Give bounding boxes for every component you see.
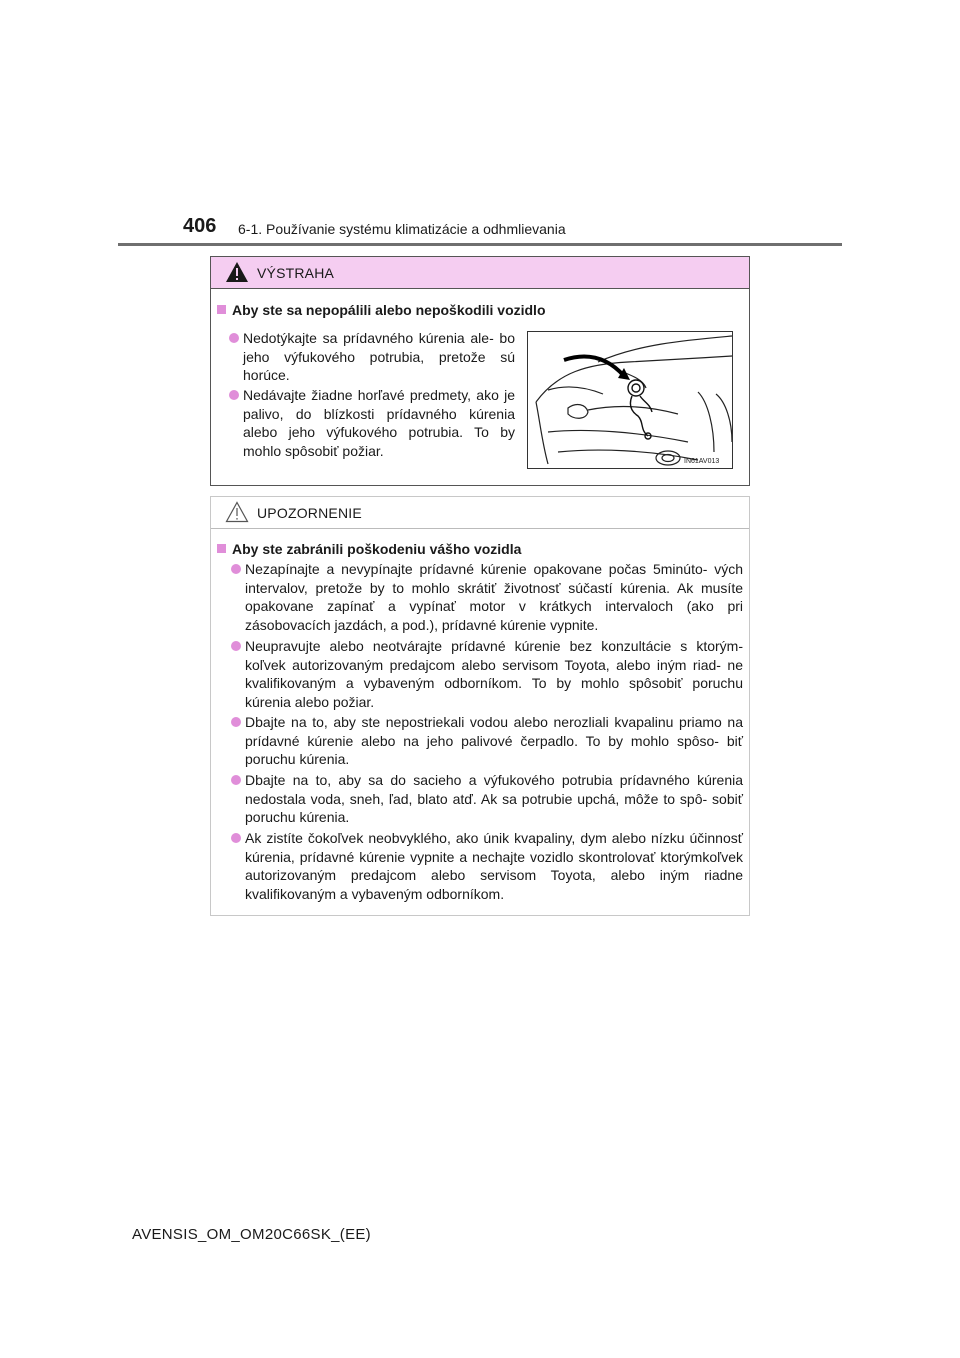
heater-exhaust-illustration — [527, 331, 733, 469]
caution-bullet: Ak zistíte čokoľvek neobvyklého, ako únik kvapaliny, dym alebo nízku účinnosť kúrenia, prídavné kúrenie vypnite a nechajte vozidlo skontrolovať ktorýmkoľvek autorizovaným predajcom alebo servisom Toyota, alebo iným riadne kvalifikovaným a vybaveným odborníkom. — [231, 829, 743, 903]
square-bullet-icon — [217, 544, 226, 553]
page-number: 406 — [183, 215, 217, 237]
caution-header — [211, 497, 749, 529]
warning-label: VÝSTRAHA — [257, 265, 335, 281]
header-rule — [118, 243, 842, 246]
circle-bullet-icon — [231, 564, 241, 574]
warning-header — [211, 257, 749, 289]
caution-bullet: Dbajte na to, aby ste nepostriekali vodou alebo nerozliali kvapalinu priamo na prídavné kúrenie alebo na jeho palivové čerpadlo. To by mohlo spôso- biť poruchu kúrenia. — [231, 713, 743, 769]
caution-label: UPOZORNENIE — [257, 505, 362, 521]
circle-bullet-icon — [231, 775, 241, 785]
section-title: 6-1. Používanie systému klimatizácie a odhmlievania — [238, 221, 566, 237]
caution-bullet: Nezapínajte a nevypínajte prídavné kúrenie opakovane počas 5minúto- vých intervalov, pretože by to mohlo skrátiť životnosť súčastí kúrenia. Ak musíte opakovane zapínať a vypínať motor v krátkych intervaloch (ako pri zásobovacích jazdách, a pod.), prídavné kúrenie vypnite. — [231, 560, 743, 634]
figure-code: IN61AV013 — [684, 458, 720, 465]
car-front-drawing — [528, 332, 732, 468]
warning-bullet: Nedotýkajte sa prídavného kúrenia ale- bo jeho výfukového potrubia, pretože sú horúce. — [229, 329, 515, 385]
circle-bullet-icon — [229, 333, 239, 343]
warning-triangle-icon — [225, 261, 249, 283]
warning-bullet: Nedávajte žiadne horľavé predmety, ako je palivo, do blízkosti prídavného kúrenia alebo jeho výfukového potrubia. To by mohlo spôsobiť požiar. — [229, 386, 515, 460]
circle-bullet-icon — [229, 390, 239, 400]
circle-bullet-icon — [231, 641, 241, 651]
caution-triangle-icon — [225, 501, 249, 523]
square-bullet-icon — [217, 305, 226, 314]
warning-heading: Aby ste sa nepopálili alebo nepoškodili vozidlo — [217, 301, 546, 319]
circle-bullet-icon — [231, 717, 241, 727]
caution-bullet: Dbajte na to, aby sa do sacieho a výfukového potrubia prídavného kúrenia nedostala voda, sneh, ľad, blato atď. Ak sa potrubie upchá, môže to spô- sobiť poruchu kúrenia. — [231, 771, 743, 827]
document-code: AVENSIS_OM_OM20C66SK_(EE) — [132, 1226, 371, 1243]
circle-bullet-icon — [231, 833, 241, 843]
warning-box — [210, 256, 750, 486]
caution-box — [210, 496, 750, 916]
caution-heading: Aby ste zabránili poškodeniu vášho vozidla — [217, 540, 521, 558]
caution-bullet: Neupravujte alebo neotvárajte prídavné kúrenie bez konzultácie s ktorým- koľvek autorizovaným predajcom alebo servisom Toyota, alebo iným riad- ne kvalifikovaným a vybaveným odborníkom. To by mohlo spôsobiť poruchu kúrenia alebo požiar. — [231, 637, 743, 711]
